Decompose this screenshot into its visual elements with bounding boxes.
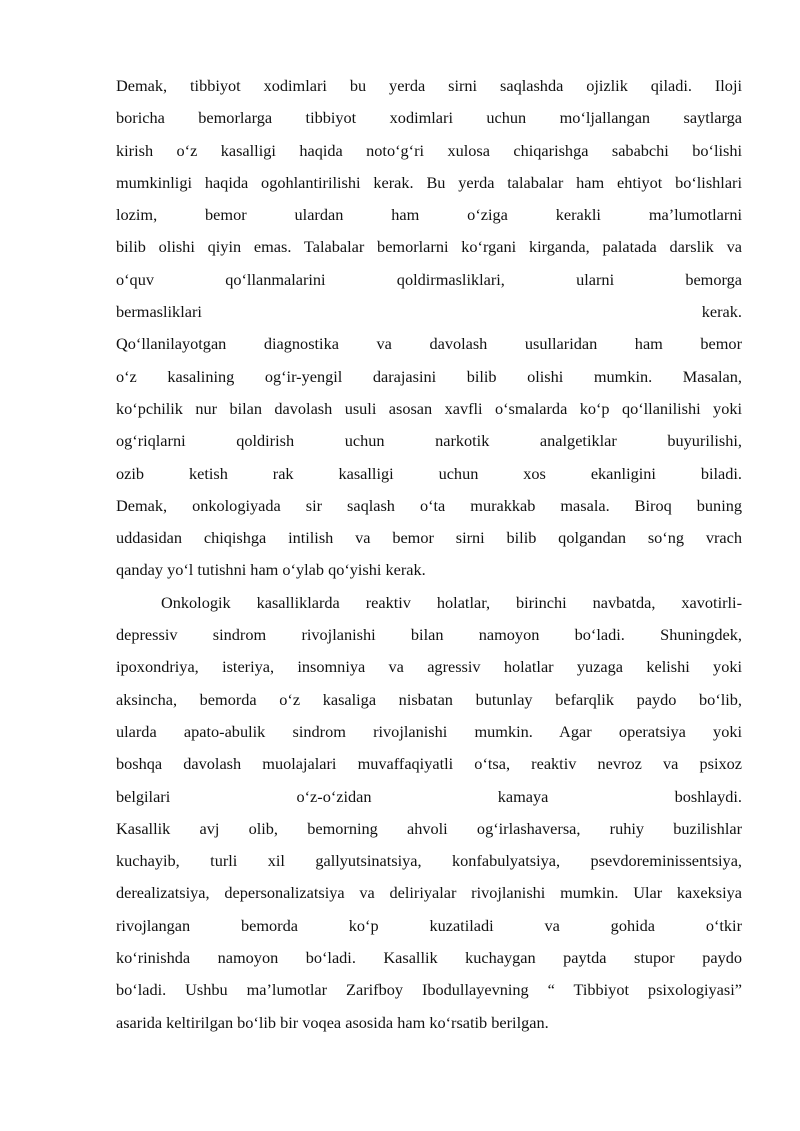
text-line: depressiv sindrom rivojlanishi bilan namoyon bo‘ladi. Shuningdek,: [116, 625, 742, 645]
text-line: ozib ketish rak kasalligi uchun xos ekanligini biladi.: [116, 463, 742, 483]
text-line: qanday yo‘l tutishni ham o‘ylab qo‘yishi kerak.: [116, 560, 426, 580]
text-line: ularda apato-abulik sindrom rivojlanishi mumkin. Agar operatsiya yoki: [116, 721, 742, 741]
text-line: kuchayib, turli xil gallyutsinatsiya, konfabulyatsiya, psevdoreminissentsiya,: [116, 851, 742, 871]
text-line: Kasallik avj olib, bemorning ahvoli og‘irlashaversa, ruhiy buzilishlar: [116, 818, 742, 838]
text-line: og‘riqlarni qoldirish uchun narkotik analgetiklar buyurilishi,: [116, 431, 742, 451]
text-line: uddasidan chiqishga intilish va bemor sirni bilib qolgandan so‘ng vrach: [116, 528, 742, 548]
text-line: derealizatsiya, depersonalizatsiya va deliriyalar rivojlanishi mumkin. Ular kaxeksiya: [116, 883, 742, 903]
text-line: rivojlangan bemorda ko‘p kuzatiladi va gohida o‘tkir: [116, 915, 742, 935]
text-line: belgilari o‘z-o‘zidan kamaya boshlaydi.: [116, 786, 742, 806]
text-line: Demak, tibbiyot xodimlari bu yerda sirni saqlashda ojizlik qiladi. Iloji: [116, 76, 742, 95]
text-line: mumkinligi haqida ogohlantirilishi kerak. Bu yerda talabalar ham ehtiyot bo‘lishlari: [116, 172, 742, 192]
text-line: boricha bemorlarga tibbiyot xodimlari uchun mo‘ljallangan saytlarga: [116, 108, 742, 128]
text-line: bilib olishi qiyin emas. Talabalar bemorlarni ko‘rgani kirganda, palatada darslik va: [116, 237, 742, 257]
text-line: Demak, onkologiyada sir saqlash o‘ta murakkab masala. Biroq buning: [116, 495, 742, 515]
text-line: o‘z kasalining og‘ir-yengil darajasini bilib olishi mumkin. Masalan,: [116, 366, 742, 386]
text-line: kirish o‘z kasalligi haqida noto‘g‘ri xulosa chiqarishga sababchi bo‘lishi: [116, 140, 742, 160]
text-line: asarida keltirilgan bo‘lib bir voqea asosida ham ko‘rsatib berilgan.: [116, 1012, 549, 1032]
text-line: ipoxondriya, isteriya, insomniya va agressiv holatlar yuzaga kelishi yoki: [116, 657, 742, 677]
text-line: o‘quv qo‘llanmalarini qoldirmasliklari, ularni bemorga: [116, 269, 742, 289]
body-text: [116, 70, 742, 1039]
text-line: bo‘ladi. Ushbu ma’lumotlar Zarifboy Ibodullayevning “ Tibbiyot psixologiyasi”: [116, 980, 742, 1000]
text-line: lozim, bemor ulardan ham o‘ziga kerakli ma’lumotlarni: [116, 205, 742, 225]
text-line: aksincha, bemorda o‘z kasaliga nisbatan butunlay befarqlik paydo bo‘lib,: [116, 689, 742, 709]
text-line: ko‘rinishda namoyon bo‘ladi. Kasallik kuchaygan paytda stupor paydo: [116, 948, 742, 968]
paragraph-first-line: Onkologik kasalliklarda reaktiv holatlar, birinchi navbatda, xavotirli-: [161, 592, 742, 612]
text-line: ko‘pchilik nur bilan davolash usuli asosan xavfli o‘smalarda ko‘p qo‘llanilishi yoki: [116, 398, 742, 418]
text-line: Qo‘llanilayotgan diagnostika va davolash usullaridan ham bemor: [116, 334, 742, 354]
text-line: boshqa davolash muolajalari muvaffaqiyatli o‘tsa, reaktiv nevroz va psixoz: [116, 754, 742, 774]
text-line: bermasliklari kerak.: [116, 302, 742, 322]
